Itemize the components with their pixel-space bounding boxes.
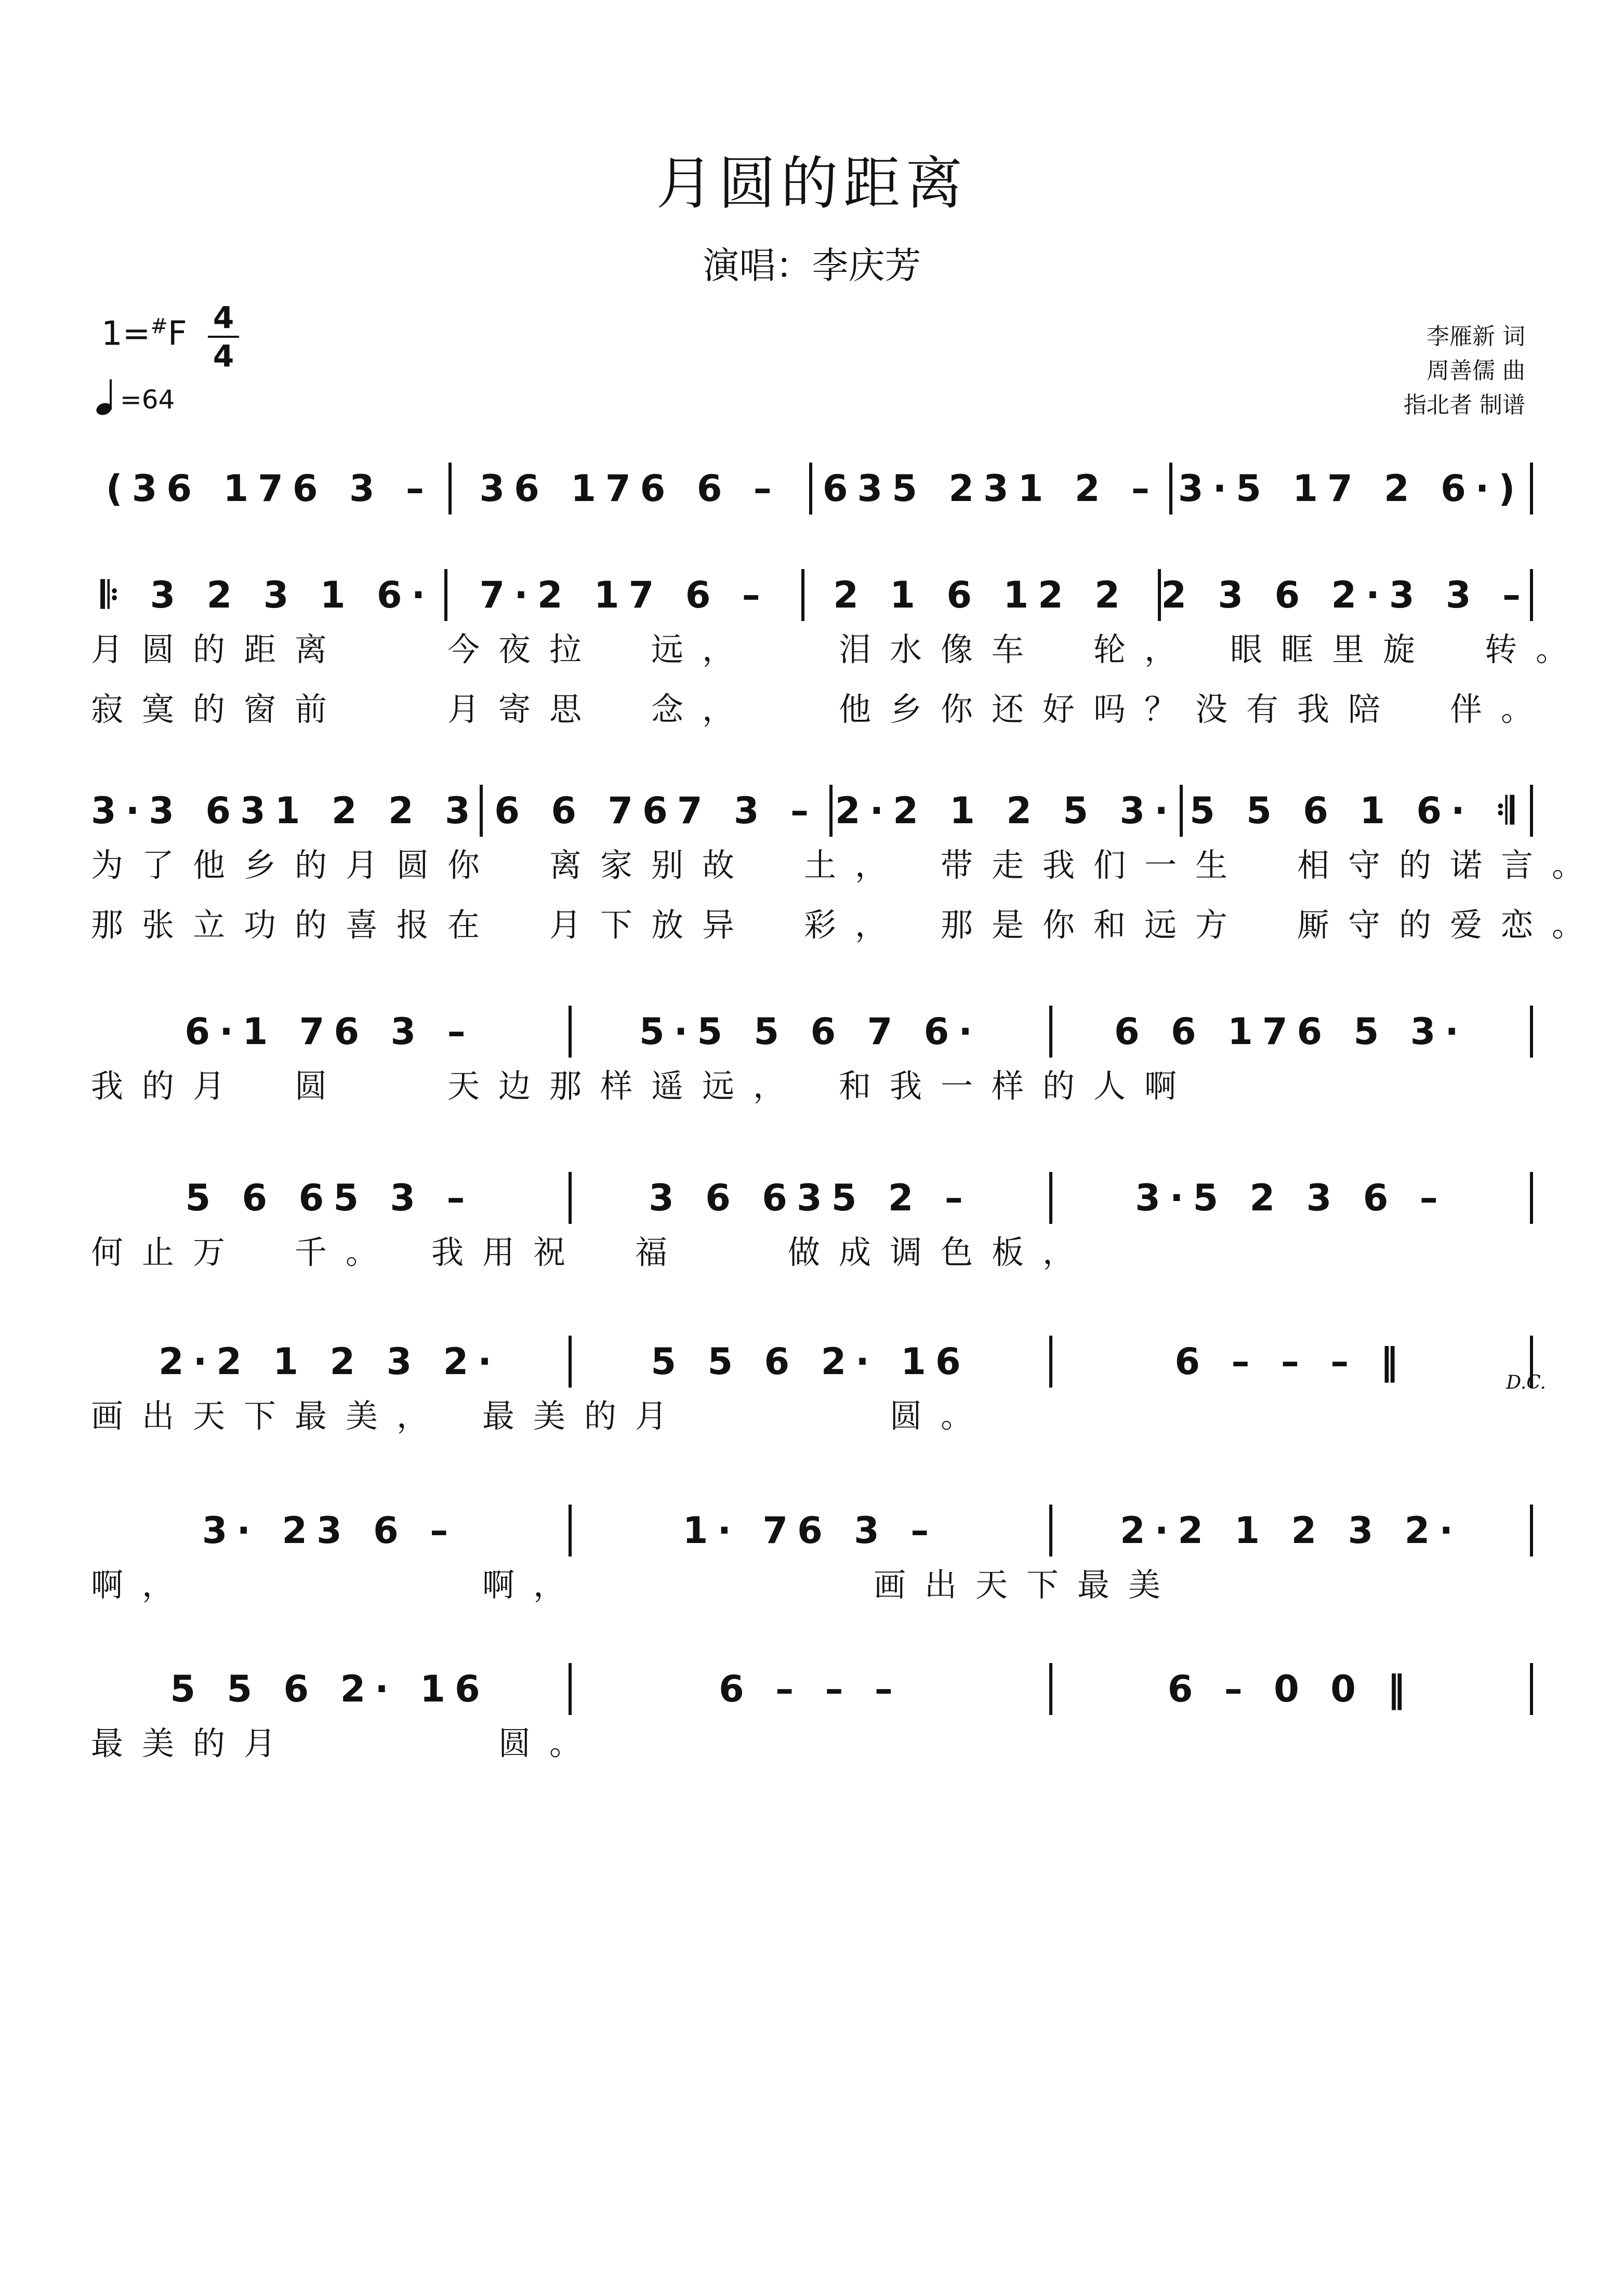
measure: 6 – 0 0 ‖ <box>1167 1668 1415 1710</box>
time-signature-top: 4 <box>213 300 234 335</box>
measure: 2·2 1 2 3 2· <box>1120 1509 1462 1552</box>
notes-line <box>91 1510 1533 1551</box>
measure: 6·1 76 3 – <box>184 1010 475 1053</box>
notes-line <box>91 1341 1533 1382</box>
measure: 3·5 17 2 6·) <box>1178 467 1525 510</box>
lyric-line: 那张立功的喜报在 月下放异 彩， 那是你和远方 厮守的爱恋。 <box>91 906 1603 944</box>
measure: 3 6 635 2 – <box>649 1177 972 1219</box>
time-signature-bottom: 4 <box>213 338 234 374</box>
transcriber-credit: 指北者 制谱 <box>1404 392 1525 418</box>
composer-credit: 周善儒 曲 <box>1427 358 1525 384</box>
tempo-value: =64 <box>120 385 175 415</box>
measure: (36 176 3 – <box>105 467 434 510</box>
measure: 5 5 6 1 6· 𝄇 <box>1190 789 1524 832</box>
notes-line <box>91 574 1533 616</box>
page-title: 月圆的距离 <box>656 150 968 217</box>
measure: 3· 23 6 – <box>202 1509 458 1552</box>
lyric-line: 为了他乡的月圆你 离家别故 土， 带走我们一生 相守的诺言。 <box>91 846 1603 884</box>
lyric-line: 啊， 啊， 画出天下最美 <box>91 1566 1180 1604</box>
dc-marking: D.C. <box>1506 1372 1546 1393</box>
notes-line <box>91 468 1533 509</box>
music-row <box>91 468 1533 509</box>
barline <box>1530 1172 1533 1224</box>
music-row <box>91 1177 1533 1219</box>
measure: 2·2 1 2 5 3· <box>835 789 1178 832</box>
lyric-line: 寂寞的窗前 月寄思 念， 他乡你还好吗？没有我陪 伴。 <box>91 690 1552 728</box>
barline <box>1530 463 1533 515</box>
sharp-sign: # <box>150 314 168 338</box>
measure: 36 176 6 – <box>479 467 781 510</box>
notes-line <box>91 1011 1533 1052</box>
measure: 6 6 176 5 3· <box>1114 1010 1468 1053</box>
music-row <box>91 1668 1533 1710</box>
measure: 6 – – – <box>719 1668 902 1710</box>
barline <box>1530 1663 1533 1715</box>
music-row <box>91 1341 1533 1382</box>
measure: 6 6 767 3 – <box>494 789 818 832</box>
key-tonic: F <box>167 314 187 353</box>
measure: 5 6 65 3 – <box>185 1177 474 1219</box>
measure: 1· 76 3 – <box>682 1509 939 1552</box>
barline <box>1530 1505 1533 1557</box>
lyric-line: 我的月 圆 天边那样遥远， 和我一样的人啊 <box>91 1067 1196 1105</box>
measure: 3·3 631 2 2 3 <box>91 789 480 832</box>
measure: 6 – – – ‖ <box>1174 1340 1408 1383</box>
lyric-line: 画出天下最美， 最美的月 圆。 <box>91 1397 992 1435</box>
music-row <box>91 574 1533 616</box>
barline <box>1530 785 1533 837</box>
measure: 𝄆 3 2 3 1 6· <box>101 574 435 616</box>
measure: 2 3 6 2·3 3 – <box>1161 574 1530 616</box>
measure: 5 5 6 2· 16 <box>651 1340 970 1383</box>
measure: 5 5 6 2· 16 <box>170 1668 490 1710</box>
lyric-line: 月圆的距离 今夜拉 远， 泪水像车 轮， 眼眶里旋 转。 <box>91 630 1587 668</box>
music-row <box>91 1011 1533 1052</box>
barline <box>1530 1006 1533 1058</box>
lyricist-credit: 李雁新 词 <box>1427 323 1525 350</box>
measure: 3·5 2 3 6 – <box>1135 1177 1447 1219</box>
notes-line <box>91 790 1533 832</box>
lyric-line: 何止万 千。 我用祝 福 做成调色板， <box>91 1233 1094 1271</box>
key-prefix: 1= <box>101 314 151 353</box>
notes-line <box>91 1177 1533 1219</box>
music-row <box>91 790 1533 832</box>
measure: 7·2 17 6 – <box>479 574 770 616</box>
singer-line: 演唱：李庆芳 <box>703 244 921 287</box>
barline <box>1530 569 1533 621</box>
measure: 2 1 6 12 2 <box>833 574 1129 616</box>
measure: 2·2 1 2 3 2· <box>159 1340 501 1383</box>
lyric-line: 最美的月 圆。 <box>91 1724 601 1762</box>
music-row <box>91 1510 1533 1551</box>
measure: 5·5 5 6 7 6· <box>639 1010 982 1053</box>
measure: 635 231 2 – <box>822 467 1159 510</box>
notes-line <box>91 1668 1533 1710</box>
